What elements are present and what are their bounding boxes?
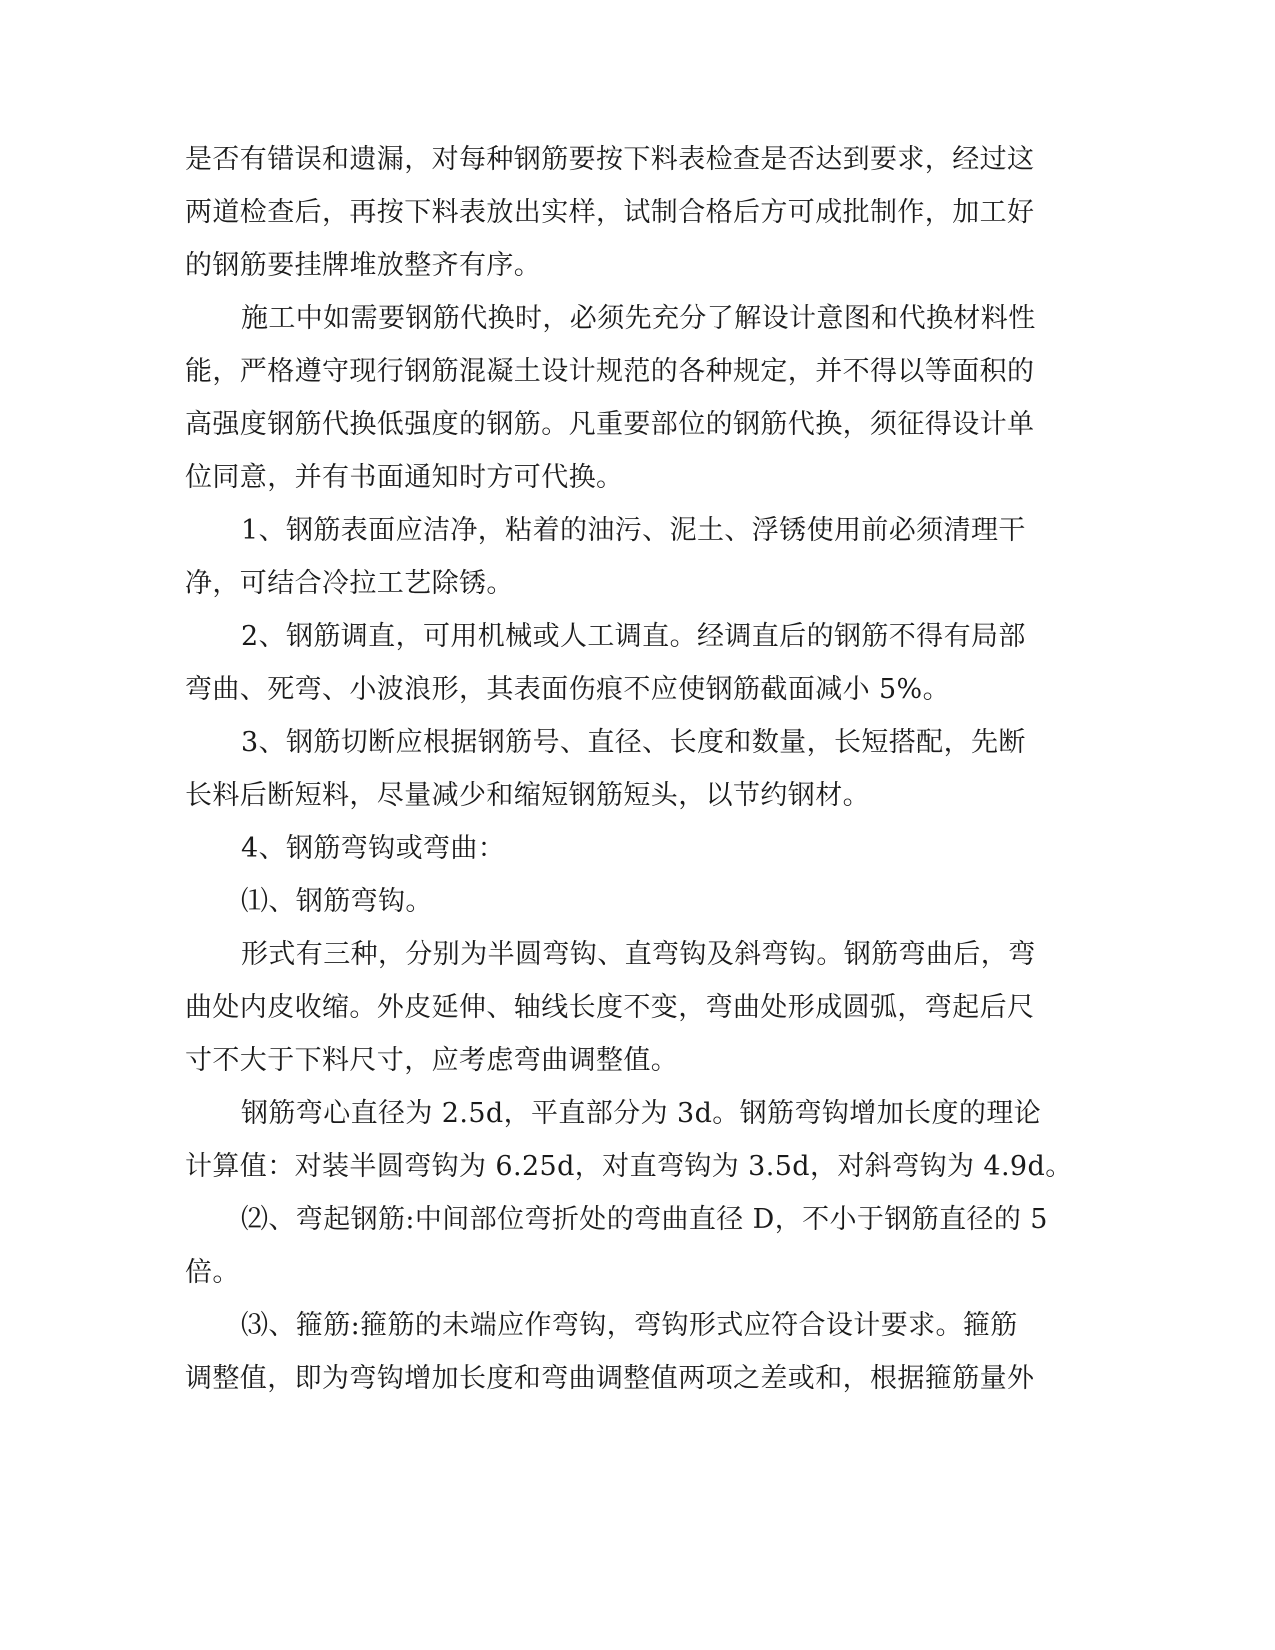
text-line: 2、钢筋调直，可用机械或人工调直。经调直后的钢筋不得有局部: [241, 621, 1026, 652]
text-line: 计算值：对装半圆弯钩为 6.25d，对直弯钩为 3.5d，对斜弯钩为 4.9d。: [185, 1151, 1073, 1182]
text-line: 两道检查后，再按下料表放出实样，试制合格后方可成批制作，加工好: [185, 197, 1035, 228]
text-line: ⑶、箍筋:箍筋的未端应作弯钩，弯钩形式应符合设计要求。箍筋: [241, 1310, 1018, 1341]
text-line: 钢筋弯心直径为 2.5d，平直部分为 3d。钢筋弯钩增加长度的理论: [241, 1098, 1042, 1129]
text-line: 形式有三种，分别为半圆弯钩、直弯钩及斜弯钩。钢筋弯曲后，弯: [241, 939, 1036, 970]
text-line: 高强度钢筋代换低强度的钢筋。凡重要部位的钢筋代换，须征得设计单: [185, 409, 1035, 440]
text-line: 1、钢筋表面应洁净，粘着的油污、泥土、浮锈使用前必须清理干: [241, 515, 1026, 546]
text-line: ⑴、钢筋弯钩。: [241, 886, 433, 917]
text-line: 净，可结合冷拉工艺除锈。: [185, 568, 514, 599]
text-line: 弯曲、死弯、小波浪形，其表面伤痕不应使钢筋截面减小 5%。: [185, 674, 951, 705]
text-line: 的钢筋要挂牌堆放整齐有序。: [185, 250, 542, 281]
text-line: 曲处内皮收缩。外皮延伸、轴线长度不变，弯曲处形成圆弧，弯起后尺: [185, 992, 1035, 1023]
text-line: 长料后断短料，尽量减少和缩短钢筋短头，以节约钢材。: [185, 780, 870, 811]
text-line: 施工中如需要钢筋代换时，必须先充分了解设计意图和代换材料性: [241, 303, 1036, 334]
text-line: 调整值，即为弯钩增加长度和弯曲调整值两项之差或和，根据箍筋量外: [185, 1363, 1035, 1394]
text-line: 位同意，并有书面通知时方可代换。: [185, 462, 624, 493]
text-line: ⑵、弯起钢筋:中间部位弯折处的弯曲直径 D，不小于钢筋直径的 5: [241, 1204, 1048, 1235]
text-line: 寸不大于下料尺寸，应考虑弯曲调整值。: [185, 1045, 679, 1076]
text-line: 是否有错误和遗漏，对每种钢筋要按下料表检查是否达到要求，经过这: [185, 144, 1035, 175]
text-line: 4、钢筋弯钩或弯曲：: [241, 833, 506, 864]
text-line: 3、钢筋切断应根据钢筋号、直径、长度和数量，长短搭配，先断: [241, 727, 1026, 758]
text-line: 倍。: [185, 1257, 240, 1288]
text-line: 能，严格遵守现行钢筋混凝土设计规范的各种规定，并不得以等面积的: [185, 356, 1035, 387]
